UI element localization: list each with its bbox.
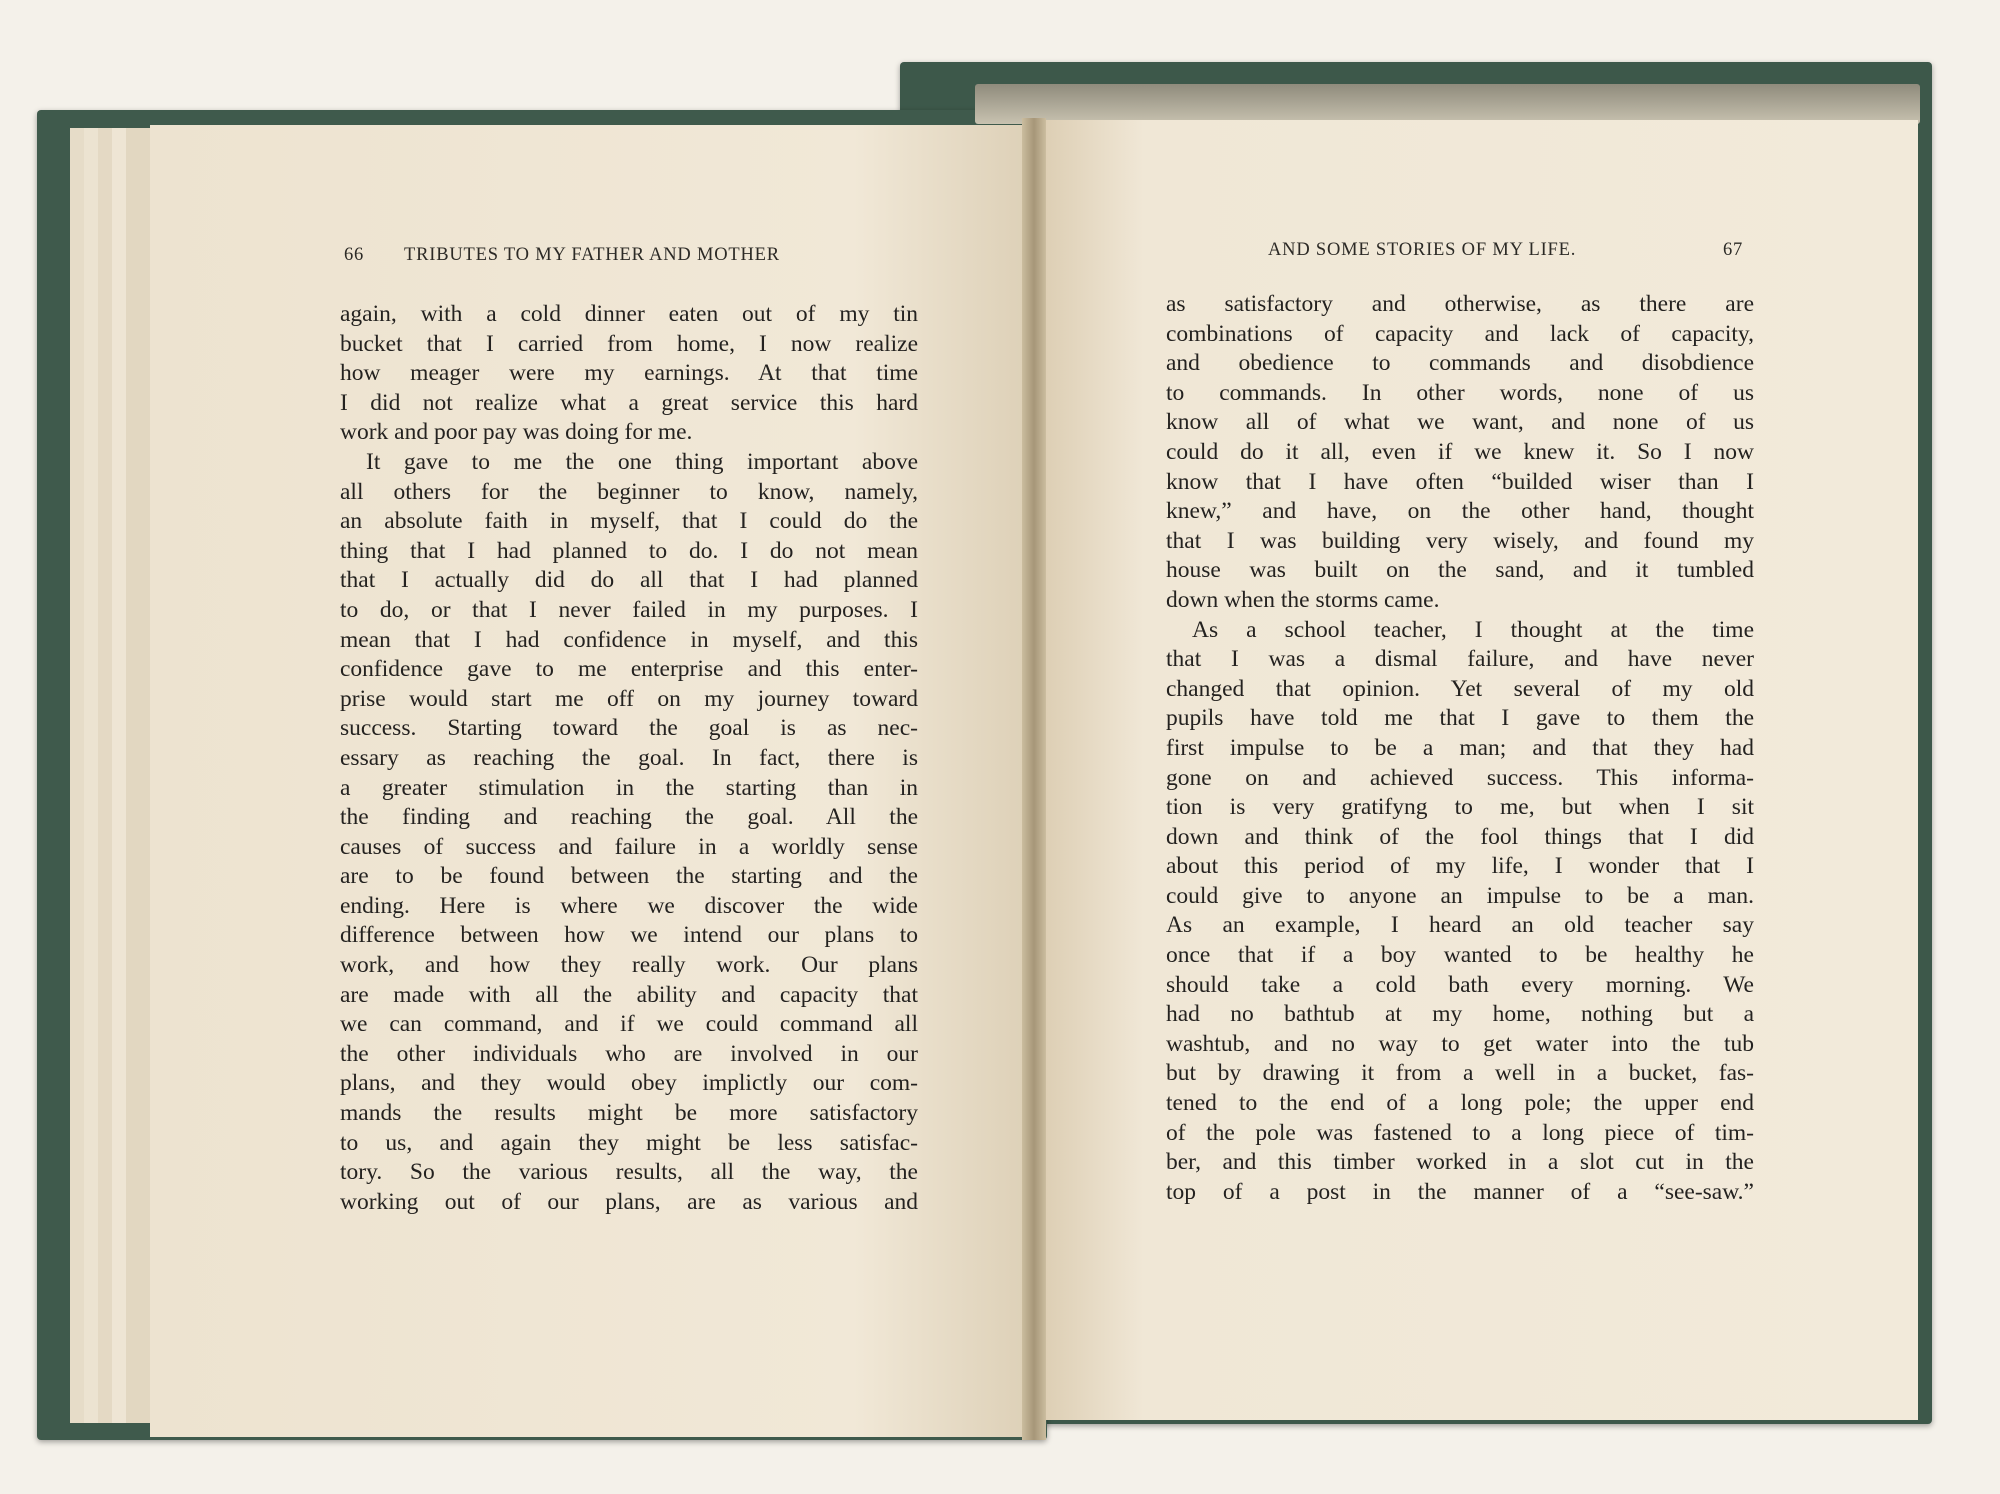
left-running-head: TRIBUTES TO MY FATHER AND MOTHER xyxy=(404,245,780,265)
text-line: ber, and this timber worked in a slot cut in the xyxy=(1166,1149,1754,1176)
text-line: could do it all, even if we knew it. So I now xyxy=(1166,438,1754,465)
text-line: prise would start me off on my journey toward xyxy=(340,685,918,712)
text-line: to us, and again they might be less satisfac- xyxy=(340,1129,918,1156)
text-line: are to be found between the starting and the xyxy=(340,863,918,890)
text-line: confidence gave to me enterprise and this enter- xyxy=(340,656,918,683)
text-line: knew,” and have, on the other hand, thought xyxy=(1166,498,1754,525)
text-line: causes of success and failure in a worldly sense xyxy=(340,833,918,860)
text-line: to commands. In other words, none of us xyxy=(1166,379,1754,406)
text-line: plans, and they would obey implictly our com- xyxy=(340,1070,918,1097)
text-line: success. Starting toward the goal is as nec- xyxy=(340,715,918,742)
text-line: all others for the beginner to know, namely, xyxy=(340,478,918,505)
right-page-text xyxy=(1166,290,1754,1207)
text-line: tened to the end of a long pole; the upper end xyxy=(1166,1090,1754,1117)
text-line: changed that opinion. Yet several of my old xyxy=(1166,675,1754,702)
text-line: know that I have often “builded wiser than I xyxy=(1166,468,1754,495)
text-line: should take a cold bath every morning. We xyxy=(1166,971,1754,998)
text-line: could give to anyone an impulse to be a man. xyxy=(1166,882,1754,909)
text-line: house was built on the sand, and it tumbled xyxy=(1166,557,1754,584)
text-line: the finding and reaching the goal. All the xyxy=(340,804,918,831)
text-line: know all of what we want, and none of us xyxy=(1166,409,1754,436)
right-page-number: 67 xyxy=(1723,240,1744,260)
text-line: the other individuals who are involved in our xyxy=(340,1040,918,1067)
page-block-top-edge xyxy=(975,84,1920,124)
right-running-head: AND SOME STORIES OF MY LIFE. xyxy=(1268,240,1577,260)
text-line: It gave to me the one thing important above xyxy=(366,448,918,475)
text-line: to do, or that I never failed in my purposes. I xyxy=(340,596,918,623)
left-page-text xyxy=(340,300,918,1217)
text-line: a greater stimulation in the starting than in xyxy=(340,774,918,801)
text-line: ending. Here is where we discover the wide xyxy=(340,892,918,919)
text-line: work, and how they really work. Our plans xyxy=(340,952,918,979)
text-line: As a school teacher, I thought at the time xyxy=(1192,616,1754,643)
text-line: how meager were my earnings. At that time xyxy=(340,360,918,387)
text-line: difference between how we intend our plans to xyxy=(340,922,918,949)
left-page xyxy=(150,125,1030,1437)
book-gutter xyxy=(1022,118,1046,1440)
text-line: bucket that I carried from home, I now realize xyxy=(340,330,918,357)
text-line: working out of our plans, are as various and xyxy=(340,1188,918,1215)
text-line: we can command, and if we could command all xyxy=(340,1011,918,1038)
text-line: mands the results might be more satisfactory xyxy=(340,1100,918,1127)
left-page-number: 66 xyxy=(344,245,365,265)
text-line: I did not realize what a great service this hard xyxy=(340,389,918,416)
text-line: gone on and achieved success. This informa- xyxy=(1166,764,1754,791)
text-line: are made with all the ability and capacity that xyxy=(340,981,918,1008)
text-line: work and poor pay was doing for me. xyxy=(340,419,693,446)
text-line: that I was a dismal failure, and have never xyxy=(1166,646,1754,673)
text-line: of the pole was fastened to a long piece of tim- xyxy=(1166,1119,1754,1146)
text-line: mean that I had confidence in myself, and this xyxy=(340,626,918,653)
text-line: washtub, and no way to get water into the tub xyxy=(1166,1030,1754,1057)
text-line: tion is very gratifyng to me, but when I sit xyxy=(1166,794,1754,821)
text-line: combinations of capacity and lack of capacity, xyxy=(1166,320,1754,347)
text-line: down when the storms came. xyxy=(1166,586,1440,613)
text-line: down and think of the fool things that I did xyxy=(1166,823,1754,850)
text-line: about this period of my life, I wonder that I xyxy=(1166,853,1754,880)
text-line: essary as reaching the goal. In fact, there is xyxy=(340,744,918,771)
text-line: As an example, I heard an old teacher say xyxy=(1166,912,1754,939)
text-line: once that if a boy wanted to be healthy he xyxy=(1166,942,1754,969)
text-line: that I was building very wisely, and found my xyxy=(1166,527,1754,554)
text-line: first impulse to be a man; and that they had xyxy=(1166,734,1754,761)
text-line: an absolute faith in myself, that I could do the xyxy=(340,508,918,535)
text-line: but by drawing it from a well in a bucket, fas- xyxy=(1166,1060,1754,1087)
text-line: thing that I had planned to do. I do not mean xyxy=(340,537,918,564)
text-line: and obedience to commands and disobdience xyxy=(1166,350,1754,377)
text-line: had no bathtub at my home, nothing but a xyxy=(1166,1001,1754,1028)
text-line: again, with a cold dinner eaten out of my tin xyxy=(340,301,918,327)
text-line: tory. So the various results, all the way, the xyxy=(340,1159,918,1186)
text-line: that I actually did do all that I had planned xyxy=(340,567,918,594)
text-line: as satisfactory and otherwise, as there are xyxy=(1166,291,1754,317)
text-line: top of a post in the manner of a “see-saw.” xyxy=(1166,1178,1754,1205)
text-line: pupils have told me that I gave to them the xyxy=(1166,705,1754,732)
right-page xyxy=(1038,120,1918,1420)
